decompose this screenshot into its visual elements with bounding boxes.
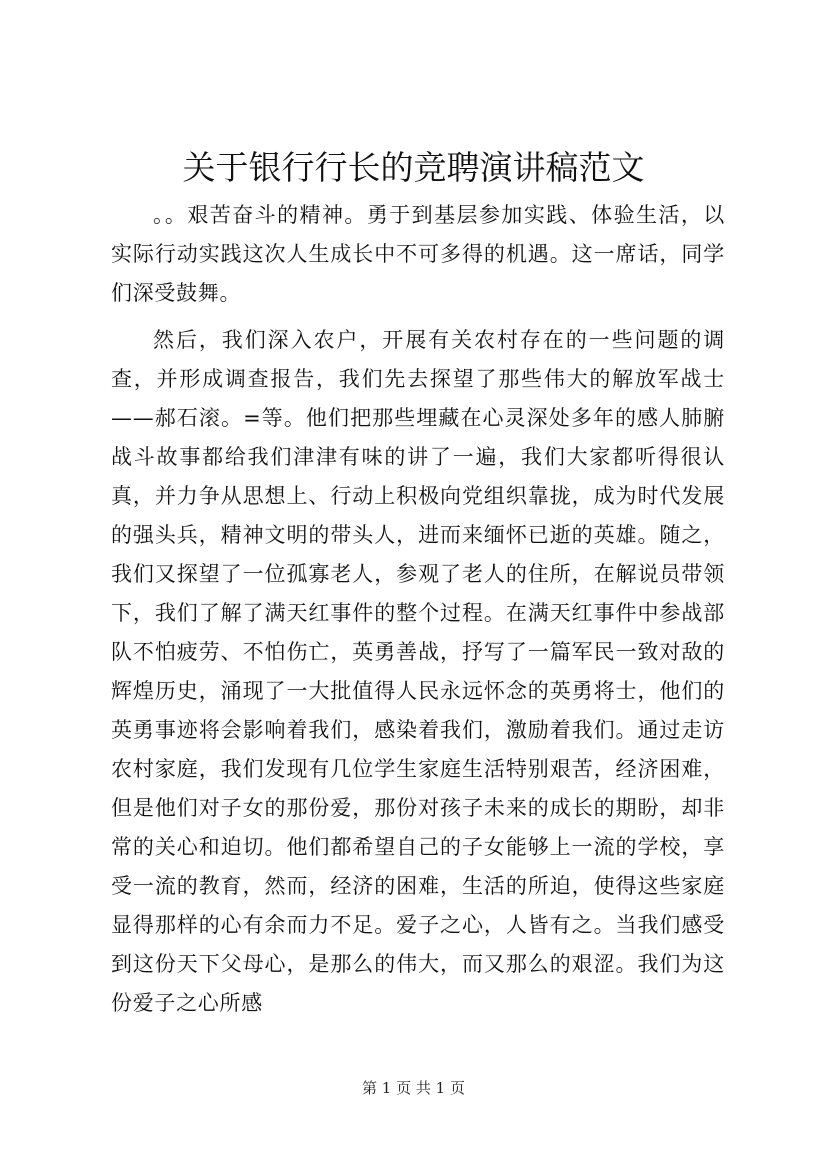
document-body — [111, 196, 725, 1023]
document-title: 关于银行行长的竞聘演讲稿范文 — [182, 148, 645, 187]
paragraph-2: 然后，我们深入农户，开展有关农村存在的一些问题的调查，并形成调查报告，我们先去探望了那些伟大的解放军战士——郝石滚。=等。他们把那些埋藏在心灵深处多年的感人肺腑战斗故事都给我们津津有味的讲了一遍，我们大家都听得很认真，并力争从思想上、行动上积极向党组织靠拢，成为时代发展的强头兵，精神文明的带头人，进而来缅怀已逝的英雄。随之，我们又探望了一位孤寡老人，参观了老人的住所，在解说员带领下，我们了解了满天红事件的整个过程。在满天红事件中参战部队不怕疲劳、不怕伤亡，英勇善战，抒写了一篇军民一致对敌的辉煌历史，涌现了一大批值得人民永远怀念的英勇将士，他们的英勇事迹将会影响着我们，感染着我们，激励着我们。通过走访农村家庭，我们发现有几位学生家庭生活特别艰苦，经济困难，但是他们对子女的那份爱，那份对孩子未来的成长的期盼，却非常的关心和迫切。他们都希望自己的子女能够上一流的学校，享受一流的教育，然而，经济的困难，生活的所迫，使得这些家庭显得那样的心有余而力不足。爱子之心，人皆有之。当我们感受到这份天下父母心，是那么的伟大，而又那么的艰涩。我们为这份爱子之心所感 — [111, 328, 725, 1015]
page-footer: 第 1 页 共 1 页 — [362, 1079, 465, 1097]
paragraph-1: 。。艰苦奋斗的精神。勇于到基层参加实践、体验生活，以实际行动实践这次人生成长中不可多得的机遇。这一席话，同学们深受鼓舞。 — [111, 203, 725, 305]
